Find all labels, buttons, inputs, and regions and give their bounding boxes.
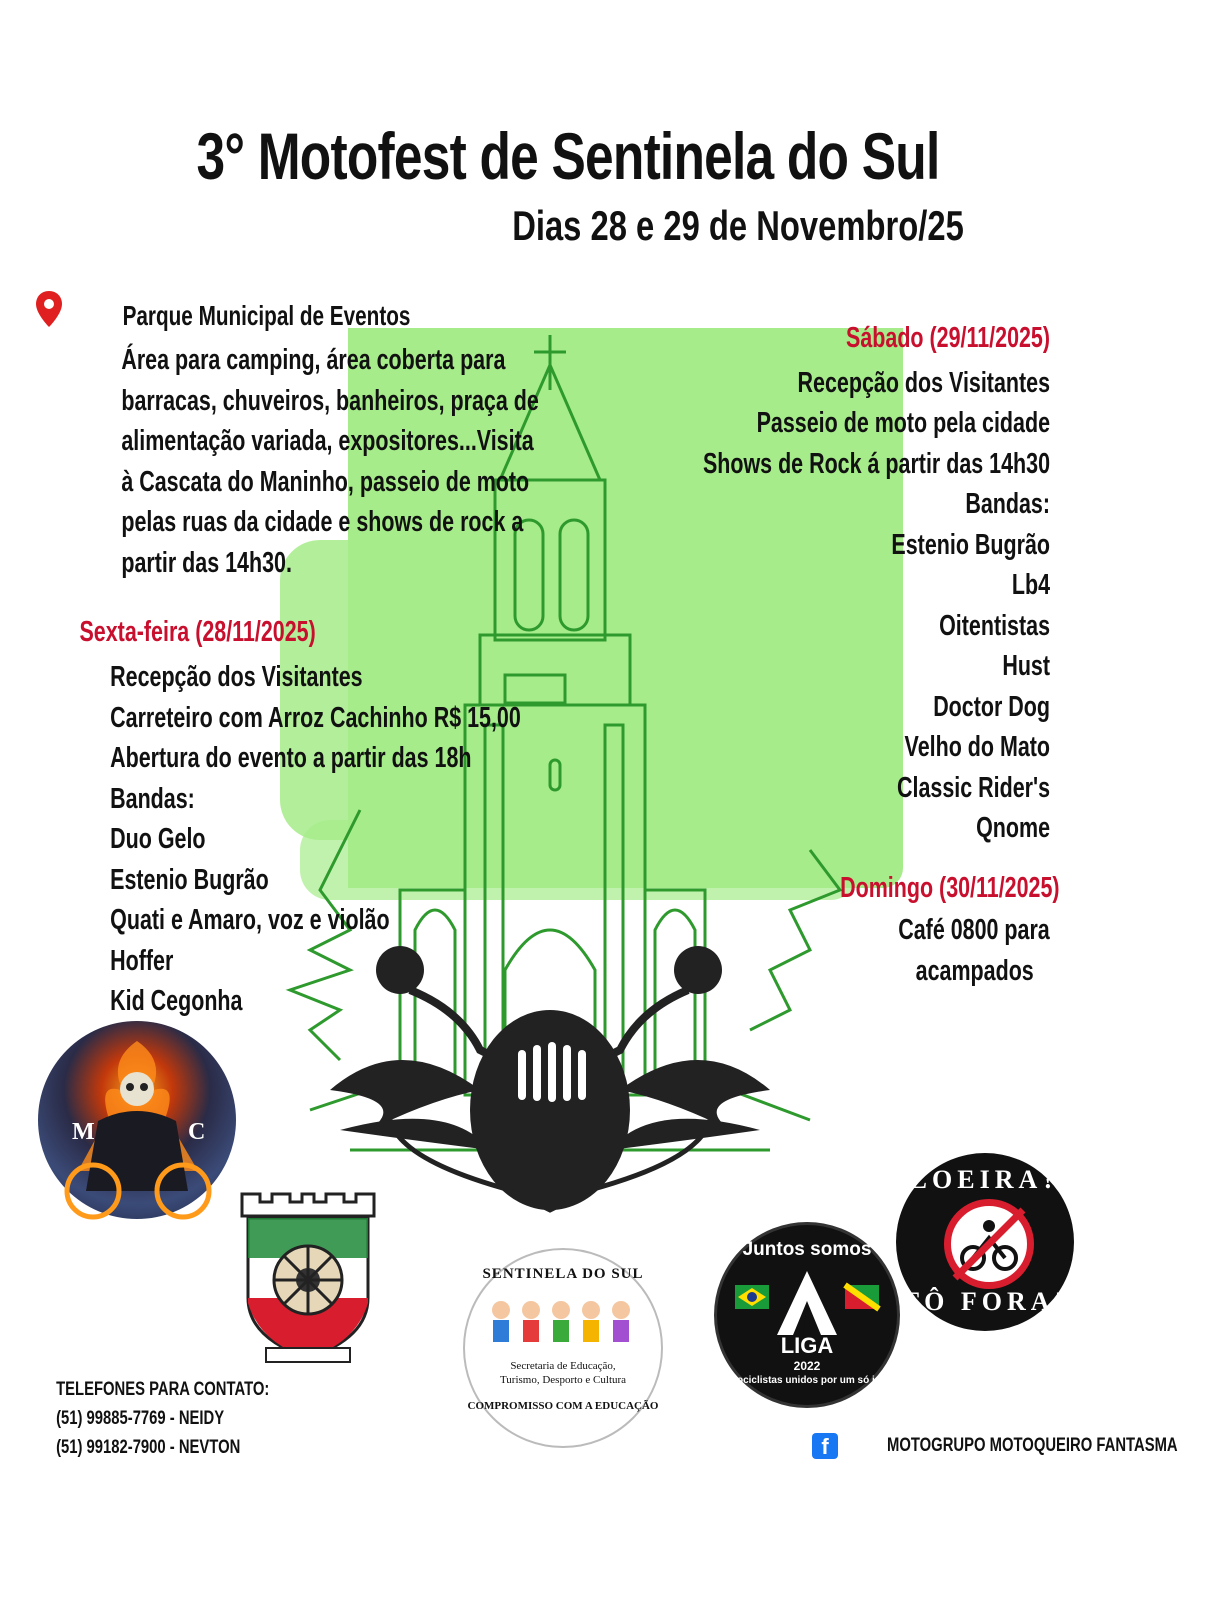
band-name: Estenio Bugrão [891,528,1050,561]
mc-ghost-rider-logo [38,1021,236,1219]
contact-block [26,1375,299,1462]
zoeira-bottom-text: TÔ FORA! [901,1287,1069,1316]
sunday-heading: Domingo (30/11/2025) [840,872,1060,904]
band-name: Velho do Mato [904,731,1050,763]
band-name: Oitentistas [939,609,1050,642]
band-name: Estenio Bugrão [110,863,269,896]
description-line: partir das 14h30. [121,546,292,579]
rs-flag-icon [845,1285,879,1309]
facebook-link[interactable] [812,1431,1219,1460]
contact-phone: (51) 99885-7769 - NEIDY [56,1408,225,1429]
schedule-line: Shows de Rock á partir das 14h30 [702,447,1050,480]
saturday-heading: Sábado (29/11/2025) [846,322,1050,354]
location-pin-icon [36,291,62,327]
road-icon [777,1271,837,1335]
saturday-block [581,318,1050,849]
description-line: barracas, chuveiros, banheiros, praça de [121,384,539,417]
description-line: à Cascata do Maninho, passeio de moto [121,465,530,498]
description-line: pelas ruas da cidade e shows de rock a [121,506,524,538]
band-name: Duo Gelo [110,823,206,855]
event-dates: Dias 28 e 29 de Novembro/25 [512,202,964,249]
liga-logo [714,1222,900,1408]
location-description [48,340,612,583]
zoeira-top-text: ZOEIRA? [909,1165,1061,1194]
liga-bottom-text: Motociclistas unidos por um só ideal [719,1375,895,1386]
band-name: Doctor Dog [933,690,1050,723]
band-name: Quati e Amaro, voz e violão [110,904,390,936]
municipal-coat-of-arms [236,1188,380,1368]
ghost-rider-icon [38,1021,236,1219]
facebook-icon: f [812,1433,838,1459]
seal-top-text: SENTINELA DO SUL [482,1266,644,1282]
contact-heading: TELEFONES PARA CONTATO: [56,1379,270,1400]
band-name: Hust [1002,650,1050,682]
description-line: Área para camping, área coberta para [121,344,506,376]
schedule-line: Passeio de moto pela cidade [756,407,1050,439]
schedule-line: Café 0800 para [898,914,1050,946]
friday-schedule [38,657,593,1022]
schedule-line: Bandas: [965,488,1050,520]
band-name: Lb4 [1011,569,1050,601]
contact-phone: (51) 99182-7900 - NEVTON [56,1437,241,1458]
liga-top-text: Juntos somos [742,1239,872,1260]
band-name: Kid Cegonha [110,985,243,1017]
children-icon [483,1296,643,1356]
band-name: Qnome [976,812,1050,844]
schedule-line: acampados [915,954,1034,987]
band-name: Hoffer [110,944,174,977]
mc-letter-c: C [188,1119,206,1145]
seal-middle-line: Turismo, Desporto e Cultura [499,1374,627,1386]
facebook-label: MOTOGRUPO MOTOQUEIRO FANTASMA [886,1435,1178,1456]
sunday-block [763,868,1060,909]
brazil-flag-icon [735,1285,769,1309]
seal-middle-line: Secretaria de Educação, [510,1360,616,1372]
zoeira-to-fora-logo [896,1153,1074,1331]
schedule-line: Bandas: [110,782,195,815]
seal-bottom-text: COMPROMISSO COM A EDUCAÇÃO [467,1400,659,1412]
event-title: 3° Motofest de Sentinela do Sul [196,119,940,193]
location-name: Parque Municipal de Eventos [122,300,411,331]
liga-year: 2022 [793,1359,821,1373]
schedule-line: Abertura do evento a partir das 18h [110,742,472,774]
schedule-line: Carreteiro com Arroz Cachinho R$ 15,00 [110,701,521,734]
no-stunt-icon [944,1199,1034,1289]
friday-heading: Sexta-feira (28/11/2025) [79,616,316,648]
mc-letter-m: M [72,1119,95,1145]
schedule-line: Recepção dos Visitantes [110,661,363,693]
band-name: Classic Rider's [896,771,1050,804]
sunday-schedule [845,910,1050,991]
education-secretary-seal [463,1248,663,1448]
schedule-line: Recepção dos Visitantes [797,366,1050,399]
liga-name: LIGA [780,1333,834,1358]
description-line: alimentação variada, expositores...Visita [121,425,534,457]
